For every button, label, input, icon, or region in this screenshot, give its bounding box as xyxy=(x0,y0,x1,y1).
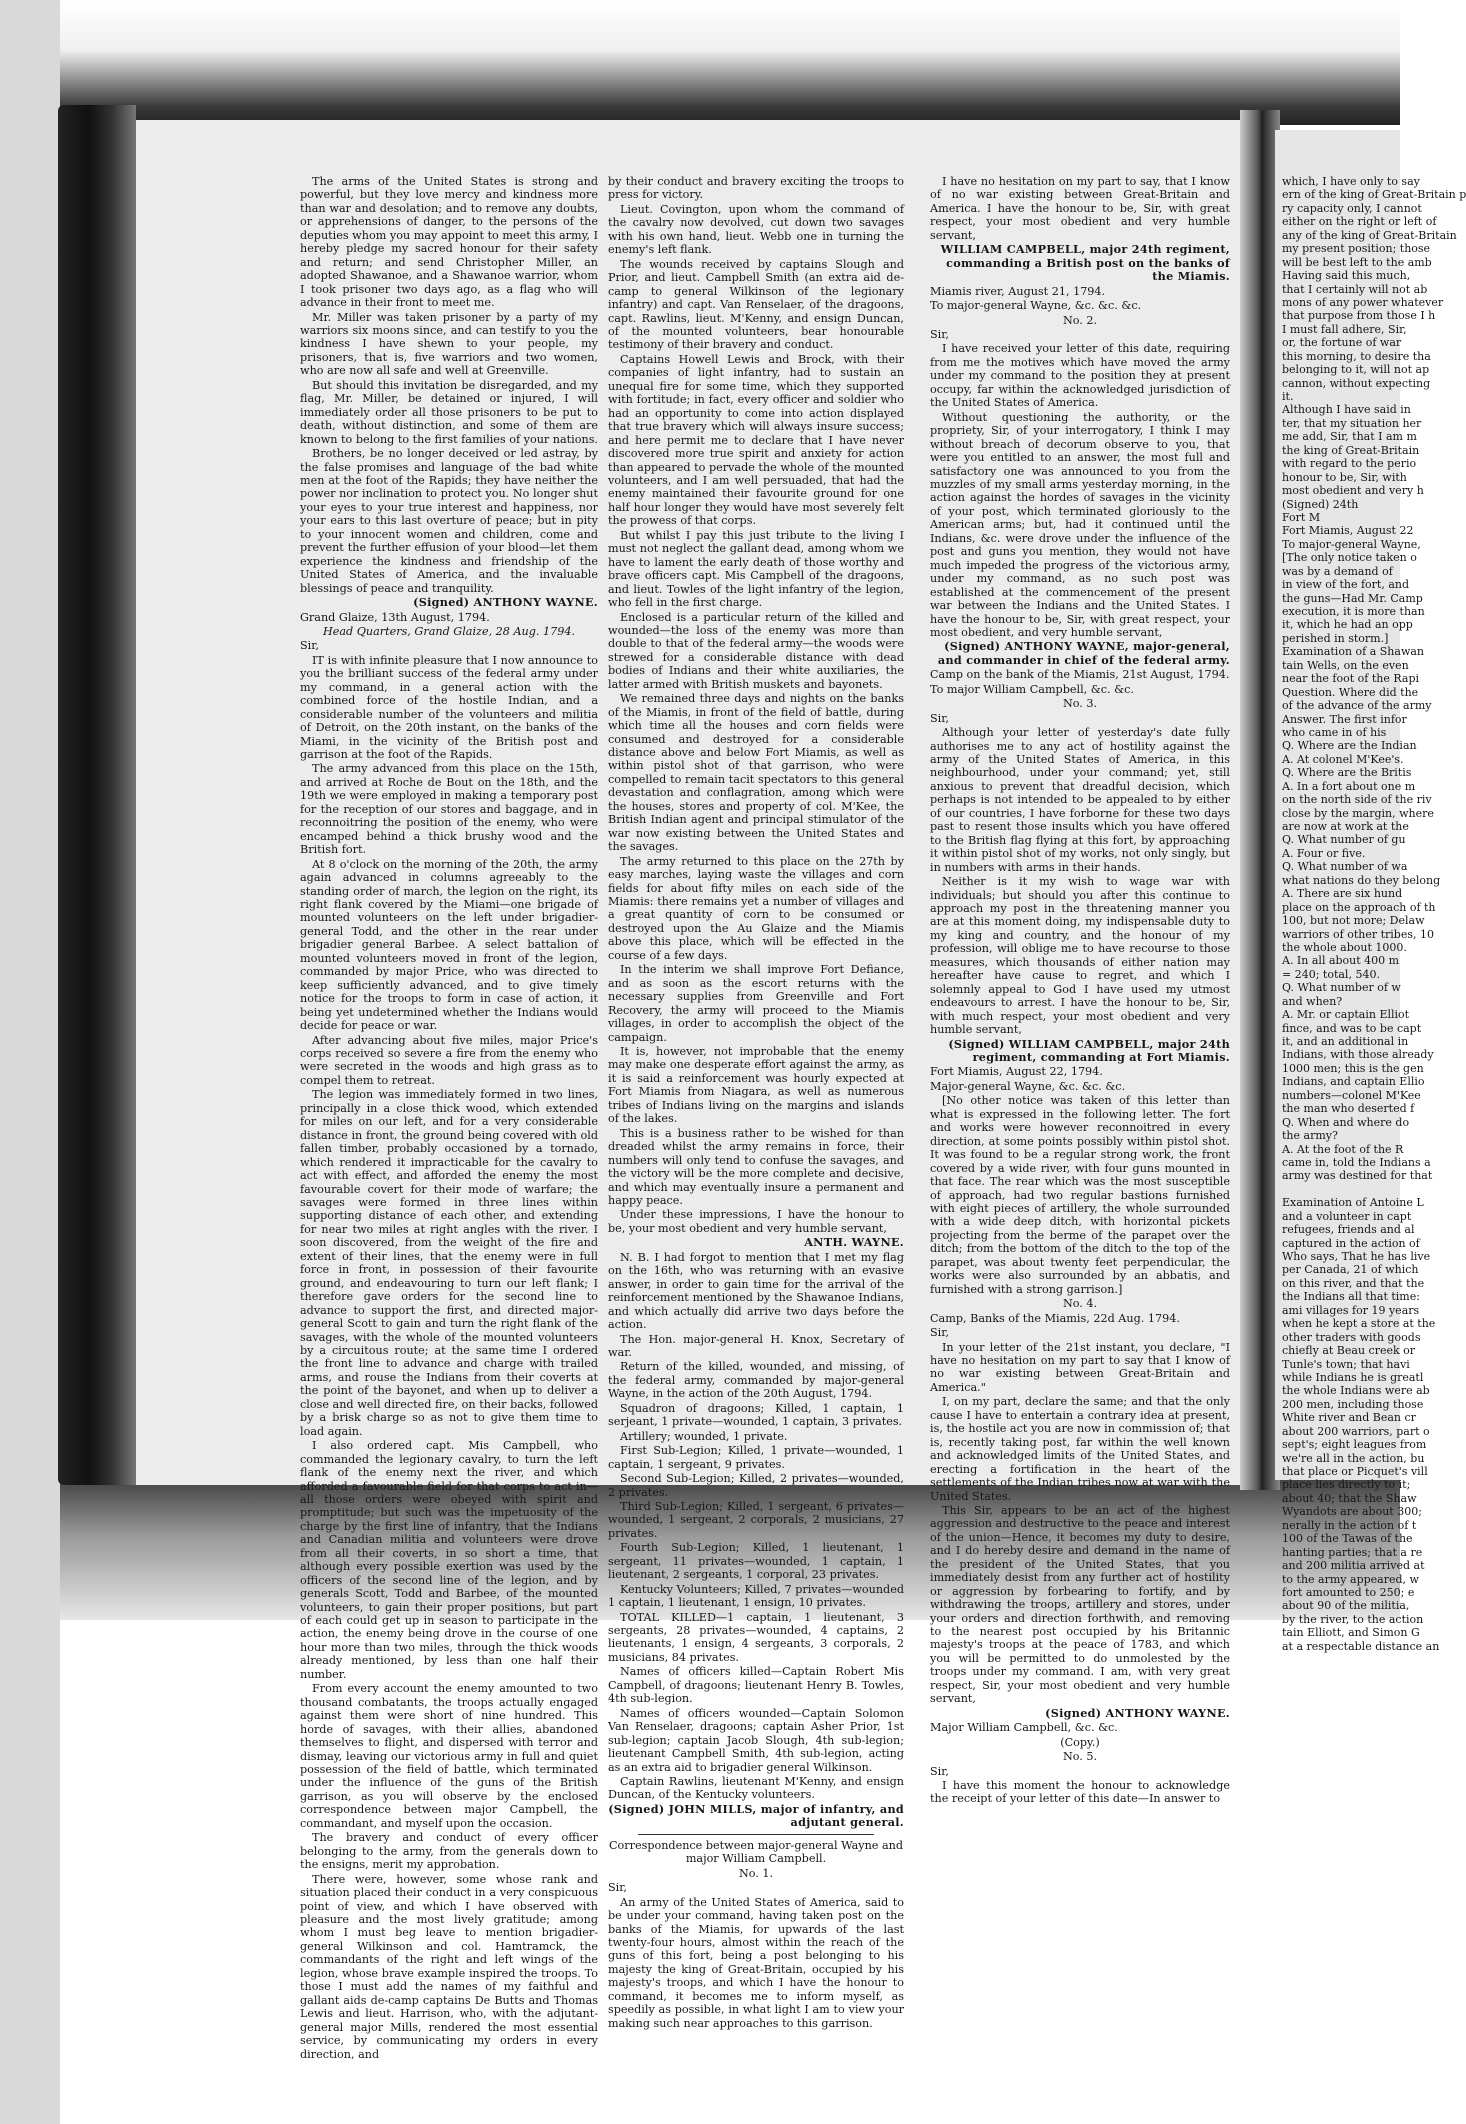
paragraph: To major-general Wayne, &c. &c. &c. xyxy=(930,299,1142,313)
paragraph: IT is with infinite pleasure that I now announce to you the brilliant success of the federal army under my command, in a general action with the combined force of the hostile Indian, and a considerable number of the volunteers and militia of Detroit, on the 20th instant, on the banks of the Miami, in the vicinity of the British post and garrison at the foot of the Rapids. xyxy=(300,653,598,762)
paragraph: The wounds received by captains Slough and Prior, and lieut. Campbell Smith (an extra aid de-camp to general Wilkinson of the legionary infantry) and capt. Van Renselaer, of the dragoons, capt. Rawlins, lieut. M'Kenny, and ensign Duncan, of the mounted volunteers, bear honourable testimony of their bravery and conduct. xyxy=(608,257,904,352)
text-line: who came in of his xyxy=(1282,725,1387,739)
paragraph: Major-general Wayne, &c. &c. &c. xyxy=(930,1079,1126,1093)
paragraph: Names of officers wounded—Captain Solomon Van Renselaer, dragoons; captain Asher Prior, 1st sub-legion; captain Jacob Slough, 4th sub-legion; lieutenant Campbell Smith, 4th sub-legion, acting as an extra aid to brigadier general Wilkinson. xyxy=(608,1706,904,1774)
signature-line: WILLIAM CAMPBELL, major 24th regiment, commanding a British post on the banks of the Miamis. xyxy=(940,242,1230,284)
text-line: ry capacity only, I cannot xyxy=(1282,201,1422,215)
text-line: numbers—colonel M'Kee xyxy=(1282,1088,1421,1102)
paragraph: The army returned to this place on the 27th by easy marches, laying waste the villages and corn fields for about fifty miles on each side of the Miamis: there remains yet a number of villages and a great quantity of corn to be consumed or destroyed upon the Au Glaize and the Miamis above this place, which will be effected in the course of a few days. xyxy=(608,854,904,962)
text-line: Question. Where did the xyxy=(1282,685,1419,699)
paragraph: Kentucky Volunteers; Killed, 7 privates—wounded 1 captain, 1 lieutenant, 1 ensign, 10 privates. xyxy=(608,1582,904,1610)
text-line: Indians, with those already xyxy=(1282,1048,1434,1062)
page-gutter xyxy=(1240,110,1280,1490)
text-line: Answer. The first infor xyxy=(1282,712,1407,726)
text-column-2 xyxy=(608,175,904,2030)
text-line: in view of the fort, and xyxy=(1282,578,1410,592)
paragraph: Fort Miamis, August 22, 1794. xyxy=(930,1065,1103,1079)
paragraph: Captain Rawlins, lieutenant M'Kenny, and ensign Duncan, of the Kentucky volunteers. xyxy=(608,1775,904,1802)
text-line: the king of Great-Britain xyxy=(1282,443,1420,457)
text-line: to the army appeared, w xyxy=(1282,1572,1419,1586)
paragraph: To major William Campbell, &c. &c. xyxy=(930,682,1134,696)
text-line: it, which he had an opp xyxy=(1282,618,1413,632)
text-line: To major-general Wayne, xyxy=(1282,537,1421,551)
paragraph: Squadron of dragoons; Killed, 1 captain, 1 serjeant, 1 private—wounded, 1 captain, 3 privates. xyxy=(608,1401,904,1429)
text-line: [The only notice taken o xyxy=(1282,551,1417,565)
text-line: Q. What number of gu xyxy=(1282,833,1406,847)
text-line: sept's; eight leagues from xyxy=(1282,1438,1427,1452)
paragraph: Second Sub-Legion; Killed, 2 privates—wounded, 2 privates. xyxy=(608,1472,904,1499)
text-column-1 xyxy=(300,175,598,2061)
paragraph: TOTAL KILLED—1 captain, 1 lieutenant, 3 sergeants, 28 privates—wounded, 4 captains, 2 lieutenants, 1 ensign, 4 sergeants, 3 corporals, 2 musicians, 84 privates. xyxy=(608,1610,904,1664)
text-line: and a volunteer in capt xyxy=(1282,1209,1412,1223)
paragraph: Brothers, be no longer deceived or led astray, by the false promises and language of the bad white men at the foot of the Rapids; they have neither the power nor inclination to protect you. No longer shut your eyes to your true interest and happiness, nor your ears to this last overture of peace; but in pity to your innocent women and children, come and prevent the further effusion of your blood—let them experience the kindness and friendship of the United States of America, and the invaluable blessings of peace and tranquility. xyxy=(300,447,598,595)
text-line: fort amounted to 250; e xyxy=(1282,1585,1415,1599)
paragraph: The arms of the United States is strong and powerful, but they love mercy and kindness more than war and desolation; and to remove any doubts, or apprehensions of danger, to the persons of the deputies whom you may appoint to meet this army, I hereby pledge my sacred honour for their safety and return; and send Christopher Miller, an adopted Shawanoe, and a Shawanoe warrior, whom I took prisoner two days ago, as a flag who will advance in their front to meet me. xyxy=(300,175,598,310)
section-heading: No. 1. xyxy=(738,1866,774,1880)
signature-line: (Signed) ANTHONY WAYNE. xyxy=(413,595,598,610)
signature-line: (Signed) ANTHONY WAYNE. xyxy=(1045,1705,1230,1720)
paragraph: Names of officers killed—Captain Robert Mis Campbell, of dragoons; lieutenant Henry B. Towles, 4th sub-legion. xyxy=(608,1665,904,1706)
text-line: are now at work at the xyxy=(1282,820,1409,833)
paragraph: Camp on the bank of the Miamis, 21st August, 1794. xyxy=(930,668,1230,682)
text-line: it. xyxy=(1282,390,1294,403)
text-line: this morning, to desire tha xyxy=(1282,349,1431,363)
text-line: per Canada, 21 of which xyxy=(1282,1263,1419,1277)
paragraph: Enclosed is a particular return of the killed and wounded—the loss of the enemy was more than double to that of the federal army—the woods were strewed for a considerable distance with dead bodies of Indians and their white auxiliaries, the latter armed with British muskets and bayonets. xyxy=(608,610,904,691)
text-line: that purpose from those I h xyxy=(1282,309,1436,323)
text-line: will be best left to the amb xyxy=(1282,255,1432,269)
text-line: and when? xyxy=(1282,994,1343,1008)
section-heading: No. 2. xyxy=(1062,313,1098,327)
text-line: on this river, and that the xyxy=(1282,1276,1425,1290)
signature-line: (Signed) JOHN MILLS, major of infantry, and adjutant general. xyxy=(608,1801,904,1830)
text-line: A. At colonel M'Kee's. xyxy=(1282,752,1404,766)
text-line: hanting parties; that a re xyxy=(1282,1545,1423,1559)
paragraph: The army advanced from this place on the 15th, and arrived at Roche de Bout on the 18th, and the 19th we were employed in making a temporary post for the reception of our stores and baggage, and in reconnoitring the position of the enemy, who were encamped behind a thick brushy wood and the British fort. xyxy=(300,762,598,857)
text-line: my present position; those xyxy=(1282,242,1431,256)
paragraph: It is, however, not improbable that the enemy may make one desperate effort against the army, as it is said a reinforcement was hourly expected at Fort Miamis from Niagara, as well as numerous tribes of Indians living on the margins and islands of the lakes. xyxy=(608,1045,904,1126)
text-line: ami villages for 19 years xyxy=(1282,1303,1420,1317)
text-line: the army? xyxy=(1282,1129,1338,1143)
paragraph: Sir, xyxy=(608,1881,627,1895)
section-heading: (Copy.) xyxy=(1060,1735,1100,1749)
text-line: of the advance of the army xyxy=(1282,699,1432,713)
text-line: about 90 of the militia, xyxy=(1282,1599,1410,1613)
paragraph: The bravery and conduct of every officer belonging to the army, from the generals down to the ensigns, merit my approbation. xyxy=(300,1831,598,1872)
text-line: that I certainly will not ab xyxy=(1282,282,1428,296)
text-line: chiefly at Beau creek or xyxy=(1282,1344,1416,1358)
text-line: A. Mr. or captain Elliot xyxy=(1282,1008,1410,1022)
paragraph: Sir, xyxy=(300,639,319,653)
text-line: Indians, and captain Ellio xyxy=(1282,1075,1425,1089)
paragraph: Lieut. Covington, upon whom the command of the cavalry now devolved, cut down two savages with his own hand, lieut. Webb one in turning the enemy's left flank. xyxy=(608,202,904,257)
paragraph: Captains Howell Lewis and Brock, with their companies of light infantry, had to sustain an unequal fire for some time, which they supported with fortitude; in fact, every officer and soldier who had an opportunity to come into action displayed that true bravery which will always insure success; and here permit me to declare that I have never discovered more true spirit and anxiety for action than appeared to pervade the whole of the mounted volunteers, and I am well persuaded, that had the enemy maintained their favourite ground for one half hour longer they would have most severely felt the prowess of that corps. xyxy=(608,352,904,528)
paragraph: I also ordered capt. Mis Campbell, who commanded the legionary cavalry, to turn the left flank of the enemy next the river, and which afforded a favourable field for that corps to act in—all those orders were obeyed with spirit and promptitude; but such was the impetuosity of the charge by the first line of infantry, that the Indians and Canadian militia and volunteers were drove from all their coverts, in so short a time, that although every possible exertion was used by the officers of the second line of the legion, and by generals Scott, Todd and Barbee, of the mounted volunteers, to gain their proper positions, but part of each could get up in season to participate in the action, the enemy being drove in the course of one hour more than two miles, through the thick woods already mentioned, by less than one half their number. xyxy=(300,1439,598,1681)
text-line: cannon, without expecting xyxy=(1282,376,1431,390)
text-line: by the river, to the action xyxy=(1282,1612,1424,1626)
paragraph: But should this invitation be disregarded, and my flag, Mr. Miller, be detained or injured, I will immediately order all those prisoners to be put to death, without distinction, and some of them are known to belong to the first families of your nations. xyxy=(300,378,598,446)
text-line: which, I have only to say xyxy=(1282,175,1420,188)
text-line: tain Wells, on the even xyxy=(1282,658,1409,672)
paragraph: Neither is it my wish to wage war with individuals; but should you after this continue to approach my post in the threatening manner you are at this moment doing, my indispensable duty to my king and country, and the honour of my profession, will oblige me to have recourse to those measures, which thousands of either nation may hereafter have cause to regret, and which I solemnly appeal to God I have used my utmost endeavours to arrest. I have the honour to be, Sir, with much respect, your most obedient and very humble servant, xyxy=(930,875,1230,1037)
paragraph: Although your letter of yesterday's date fully authorises me to any act of hostility against the army of the United States of America, in this neighbourhood, under your command; yet, still anxious to prevent that dreadful decision, which perhaps is not intended to be appealed to by either of our countries, I have forborne for these two days past to resent those insults which you have offered to the British flag flying at this fort, by approaching it within pistol shot of my works, not only singly, but in numbers with arms in their hands. xyxy=(930,726,1230,874)
text-line: Q. Where are the Britis xyxy=(1282,766,1412,780)
text-line: Tunle's town; that havi xyxy=(1282,1357,1410,1371)
text-line: warriors of other tribes, 10 xyxy=(1282,927,1434,941)
text-line: Who says, That he has live xyxy=(1282,1250,1431,1263)
text-line: came in, told the Indians a xyxy=(1282,1155,1431,1169)
text-line: what nations do they belong xyxy=(1282,873,1441,887)
signature-line: (Signed) ANTHONY WAYNE, major-general, and commander in chief of the federal army. xyxy=(937,639,1230,667)
text-line: it, and an additional in xyxy=(1282,1035,1409,1048)
paragraph: Fourth Sub-Legion; Killed, 1 lieutenant, 1 sergeant, 11 privates—wounded, 1 captain, 1 lieutenant, 2 sergeants, 1 corporal, 23 privates. xyxy=(608,1541,904,1582)
text-line: on the north side of the riv xyxy=(1282,793,1432,807)
paragraph: The legion was immediately formed in two lines, principally in a close thick wood, which extended for miles on our left, and for a very considerable distance in front, the ground being covered with old fallen timber, probably occasioned by a tornado, which rendered it impracticable for the cavalry to act with effect, and afforded the enemy the most favourable covert for their mode of warfare; the savages were formed in three lines within supporting distance of each other, and extending for near two miles at right angles with the river. I soon discovered, from the weight of the fire and extent of their lines, that the enemy were in full force in front, in possession of their favourite ground, and endeavouring to turn our left flank; I therefore gave orders for the second line to advance to support the first, and directed major-general Scott to gain and turn the right flank of the savages, with the whole of the mounted volunteers by a circuitous route; at the same time I ordered the front line to advance and charge with trailed arms, and rouse the Indians from their coverts at the point of the bayonet, and when up to deliver a close and well directed fire, on their backs, followed by a brisk charge so as not to give them time to load again. xyxy=(300,1088,598,1438)
text-line: perished in storm.] xyxy=(1282,631,1389,645)
text-line: A. There are six hund xyxy=(1282,887,1403,901)
paragraph: Mr. Miller was taken prisoner by a party of my warriors six moons since, and can testify to you the kindness I have shewn to your people, my prisoners, that is, five warriors and two women, who are now all safe and well at Greenville. xyxy=(300,310,598,378)
text-line: the whole about 1000. xyxy=(1282,940,1407,954)
paragraph: Miamis river, August 21, 1794. xyxy=(930,284,1106,298)
text-line: the whole Indians were ab xyxy=(1282,1384,1430,1398)
paragraph: Sir, xyxy=(930,711,949,725)
text-line: at a respectable distance an xyxy=(1282,1639,1440,1653)
paragraph: I have no hesitation on my part to say, that I know of no war existing between Great-Britain and America. I have the honour to be, Sir, with great respect, your most obedient and very humble servant, xyxy=(930,175,1230,242)
section-heading: No. 4. xyxy=(1062,1297,1098,1311)
text-line: 100 of the Tawas of the xyxy=(1282,1532,1413,1546)
paragraph: First Sub-Legion; Killed, 1 private—wounded, 1 captain, 1 sergeant, 9 privates. xyxy=(608,1444,904,1471)
text-line: most obedient and very h xyxy=(1282,484,1424,498)
text-line: (Signed) 24th xyxy=(1282,497,1359,511)
text-line: Examination of a Shawan xyxy=(1282,645,1425,659)
paragraph: The Hon. major-general H. Knox, Secretary of war. xyxy=(608,1332,904,1359)
text-line: or, the fortune of war xyxy=(1282,336,1402,350)
section-heading: Correspondence between major-general Wayne and major William Campbell. xyxy=(608,1838,904,1866)
text-line: 100, but not more; Delaw xyxy=(1282,914,1425,928)
text-line: tain Elliott, and Simon G xyxy=(1282,1626,1420,1640)
paragraph: From every account the enemy amounted to two thousand combatants, the troops actually engaged against them were short of nine hundred. This horde of savages, with their allies, abandoned themselves to flight, and dispersed with terror and dismay, leaving our victorious army in full and quiet possession of the field of battle, which terminated under the influence of the guns of the British garrison, as you will observe by the enclosed correspondence between major Campbell, the commandant, and myself upon the occasion. xyxy=(300,1682,598,1830)
section-heading: Head Quarters, Grand Glaize, 28 Aug. 1794. xyxy=(322,624,576,638)
text-line: Q. What number of w xyxy=(1282,981,1401,995)
paragraph: This is a business rather to be wished for than dreaded whilst the army remains in force, their numbers will only tend to confuse the savages, and the victory will be the more complete and decisive, and which may eventually insure a permanent and happy peace. xyxy=(608,1126,904,1207)
text-line: me add, Sir, that I am m xyxy=(1282,430,1417,444)
text-line: Although I have said in xyxy=(1282,403,1411,417)
text-column-3 xyxy=(930,175,1230,1806)
text-line: captured in the action of xyxy=(1282,1236,1420,1250)
text-line: army was destined for that xyxy=(1282,1169,1433,1183)
paragraph: At 8 o'clock on the morning of the 20th, the army again advanced in columns agreeably to the standing order of march, the legion on the right, its right flank covered by the Miami—one brigade of mounted volunteers on the left under brigadier-general Todd, and the other in the rear under brigadier general Barbee. A select battalion of mounted volunteers moved in front of the legion, commanded by major Price, who was directed to keep sufficiently advanced, and to give timely notice for the troops to form in case of action, it being yet undetermined whether the Indians would decide for peace or war. xyxy=(300,857,598,1033)
book-spine xyxy=(58,105,136,1485)
paragraph: Sir, xyxy=(930,1326,949,1340)
paragraph: We remained three days and nights on the banks of the Miamis, in front of the field of battle, during which time all the houses and corn fields were consumed and destroyed for a considerable distance above and below Fort Miamis, as well as within pistol shot of that garrison, who were compelled to remain tacit spectators to this general devastation and conflagration, among which were the houses, stores and property of col. M'Kee, the British Indian agent and principal stimulator of the war now existing between the United States and the savages. xyxy=(608,692,904,854)
text-line: A. At the foot of the R xyxy=(1282,1142,1404,1156)
text-line: execution, it is more than xyxy=(1282,605,1425,618)
paragraph: I have this moment the honour to acknowledge the receipt of your letter of this date—In answer to xyxy=(930,1779,1230,1806)
paragraph: Sir, xyxy=(930,1764,949,1778)
text-line: refugees, friends and al xyxy=(1282,1223,1415,1237)
paragraph: Camp, Banks of the Miamis, 22d Aug. 1794. xyxy=(930,1311,1180,1325)
paragraph: [No other notice was taken of this letter than what is expressed in the following letter. The fort and works were however reconnoitred in every direction, at some points possibly within pistol shot. It was found to be a regular strong work, the front covered by a wide river, with four guns mounted in that face. The rear which was the most susceptible of approach, had two regular bastions furnished with eight pieces of artillery, the whole surrounded with a wide deep ditch, with horizontal pickets projecting from the berme of the parapet over the ditch; from the bottom of the ditch to the top of the parapet, was about twenty feet perpendicular, the works were also surrounded by an abbatis, and furnished with a strong garrison.] xyxy=(930,1094,1230,1296)
text-line: with regard to the perio xyxy=(1282,457,1417,471)
book-top-edge xyxy=(60,0,1400,125)
text-line: honour to be, Sir, with xyxy=(1282,470,1407,484)
text-line: Having said this much, xyxy=(1282,269,1411,283)
text-line: Fort M xyxy=(1282,510,1321,524)
left-margin-shadow xyxy=(0,0,60,2124)
paragraph: This Sir, appears to be an act of the highest aggression and destructive to the peace and interest of the union—Hence, it becomes my duty to desire, and I do hereby desire and demand in the name of the president of the United States, that you immediately desist from any further act of hostility or aggression by forbearing to fortify, and by withdrawing the troops, artillery and stores, under your orders and direction forthwith, and removing to the nearest post occupied by his Britannic majesty's troops at the peace of 1783, and which you will be permitted to do unmolested by the troops under my command. I am, with very great respect, Sir, your most obedient and very humble servant, xyxy=(930,1503,1230,1706)
paragraph: Major William Campbell, &c. &c. xyxy=(930,1721,1118,1735)
text-line: Q. When and where do xyxy=(1282,1115,1410,1129)
text-line: Wyandots are about 300; xyxy=(1282,1505,1422,1519)
paragraph: An army of the United States of America, said to be under your command, having taken post on the banks of the Miamis, for upwards of the last twenty-four hours, almost within the reach of the guns of this fort, being a post belonging to his majesty the king of Great-Britain, occupied by his majesty's troops, and which I have the honour to command, it becomes me to inform myself, as speedily as possible, in what light I am to view your making such near approaches to this garrison. xyxy=(608,1895,904,2030)
text-line: about 40; that the Shaw xyxy=(1282,1491,1417,1505)
text-line: place on the approach of th xyxy=(1282,900,1436,914)
paragraph: Return of the killed, wounded, and missing, of the federal army, commanded by major-general Wayne, in the action of the 20th August, 1794. xyxy=(608,1360,904,1401)
text-line: the man who deserted f xyxy=(1282,1102,1415,1116)
text-line: any of the king of Great-Britain xyxy=(1282,228,1457,242)
text-line: close by the margin, where xyxy=(1282,806,1434,820)
text-line: White river and Bean cr xyxy=(1282,1411,1416,1425)
paragraph: Sir, xyxy=(930,327,949,341)
text-line: and 200 militia arrived at xyxy=(1282,1559,1425,1573)
paragraph: After advancing about five miles, major Price's corps received so severe a fire from the enemy who were secreted in the woods and high grass as to compel them to retreat. xyxy=(300,1033,598,1087)
paragraph: Artillery; wounded, 1 private. xyxy=(620,1429,788,1443)
text-line: the guns—Had Mr. Camp xyxy=(1282,591,1423,605)
text-line: that place or Picquet's vill xyxy=(1282,1465,1428,1478)
paragraph: In your letter of the 21st instant, you declare, "I have no hesitation on my part to say that I know of no war existing between Great-Britain and America." xyxy=(930,1340,1230,1394)
paragraph: I have received your letter of this date, requiring from me the motives which have moved the army under my command to the position they at present occupy, far within the acknowledged jurisdiction of the United States of America. xyxy=(930,342,1230,410)
section-rule xyxy=(638,1834,874,1835)
text-line: ter, that my situation her xyxy=(1282,416,1422,430)
paragraph: There were, however, some whose rank and situation placed their conduct in a very conspicuous point of view, and which I have observed with pleasure and the most lively gratitude; among whom I must beg leave to mention brigadier-general Wilkinson and col. Hamtramck, the commandants of the right and left wings of the legion, whose brave example inspired the troops. To those I must add the names of my faithful and gallant aids de-camp captains De Butts and Thomas Lewis and lieut. Harrison, who, with the adjutant-general major Mills, rendered the most essential service, by communicating my orders in every direction, and xyxy=(300,1872,598,2061)
text-line: we're all in the action, bu xyxy=(1282,1451,1425,1465)
text-line: A. In a fort about one m xyxy=(1282,779,1416,793)
text-line: the Indians all that time: xyxy=(1282,1290,1420,1304)
text-line: Q. Where are the Indian xyxy=(1282,739,1417,753)
text-line: Examination of Antoine L xyxy=(1282,1196,1424,1210)
text-line: = 240; total, 540. xyxy=(1282,967,1380,981)
text-line: about 200 warriors, part o xyxy=(1282,1424,1430,1438)
paragraph: N. B. I had forgot to mention that I met my flag on the 16th, who was returning with an evasive answer, in order to gain time for the arrival of the reinforcement mentioned by the Shawanoe Indians, and which actually did arrive two days before the action. xyxy=(608,1250,904,1332)
text-line: ern of the king of Great-Britain p xyxy=(1282,188,1466,202)
text-line: mons of any power whatever xyxy=(1282,295,1444,309)
text-column-4-facing-page xyxy=(1282,175,1466,1653)
paragraph: I, on my part, declare the same; and that the only cause I have to entertain a contrary idea at present, is, the hostile act you are now in commission of; that is, recently taking post, far within the well known and acknowledged limits of the United States, and erecting a fortification in the heart of the settlements of the Indian tribes now at war with the United States. xyxy=(930,1395,1230,1503)
text-line xyxy=(1282,1183,1400,1196)
text-line: either on the right or left of xyxy=(1282,215,1437,229)
paragraph: Under these impressions, I have the honour to be, your most obedient and very humble servant, xyxy=(608,1208,904,1235)
section-heading: No. 3. xyxy=(1062,697,1098,711)
paragraph: Third Sub-Legion; Killed, 1 sergeant, 6 privates—wounded, 1 sergeant, 2 corporals, 2 musicians, 27 privates. xyxy=(608,1499,904,1540)
signature-line: (Signed) WILLIAM CAMPBELL, major 24th regiment, commanding at Fort Miamis. xyxy=(948,1036,1230,1064)
text-line: nerally in the action of t xyxy=(1282,1518,1417,1532)
paragraph: by their conduct and bravery exciting the troops to press for victory. xyxy=(608,175,904,202)
text-line: 200 men, including those xyxy=(1282,1397,1424,1411)
paragraph: But whilst I pay this just tribute to the living I must not neglect the gallant dead, among whom we have to lament the early death of those worthy and brave officers capt. Mis Campbell of the dragoons, and lieut. Towles of the light infantry of the legion, who fell in the first charge. xyxy=(608,528,904,610)
paragraph: Without questioning the authority, or the propriety, Sir, of your interrogatory, I think I may without breach of decorum observe to you, that were you entitled to an answer, the most full and satisfactory one was announced to you from the muzzles of my small arms yesterday morning, in the action against the hordes of savages in the vicinity of your post, which terminated gloriously to the American arms; but, had it continued until the Indians, &c. were drove under the influence of the post and guns you mention, they would not have much impeded the progress of the victorious army, under my command, as no such post was established at the commencement of the present war between the Indians and the United States. I have the honour to be, Sir, with great respect, your most obedient, and very humble servant, xyxy=(930,410,1230,639)
signature-line: ANTH. WAYNE. xyxy=(804,1235,904,1250)
text-line: A. In all about 400 m xyxy=(1282,954,1400,968)
text-line: was by a demand of xyxy=(1282,564,1393,578)
text-line: I must fall adhere, Sir, xyxy=(1282,322,1407,336)
text-line: 1000 men; this is the gen xyxy=(1282,1061,1424,1075)
text-line: near the foot of the Rapi xyxy=(1282,672,1420,686)
text-line: Fort Miamis, August 22 xyxy=(1282,524,1414,538)
text-line: other traders with goods xyxy=(1282,1330,1421,1344)
text-line: A. Four or five. xyxy=(1282,846,1366,860)
text-line: Q. What number of wa xyxy=(1282,860,1408,874)
text-line: when he kept a store at the xyxy=(1282,1317,1436,1331)
paragraph: Grand Glaize, 13th August, 1794. xyxy=(300,610,490,624)
text-line: belonging to it, will not ap xyxy=(1282,363,1430,377)
text-line: fince, and was to be capt xyxy=(1282,1021,1422,1035)
text-line: while Indians he is greatl xyxy=(1282,1370,1424,1384)
section-heading: No. 5. xyxy=(1062,1750,1098,1764)
paragraph: In the interim we shall improve Fort Defiance, and as soon as the escort returns with the necessary supplies from Greenville and Fort Recovery, the army will proceed to the Miamis villages, in order to accomplish the object of the campaign. xyxy=(608,963,904,1044)
text-line: place lies directly to it; xyxy=(1282,1478,1411,1492)
